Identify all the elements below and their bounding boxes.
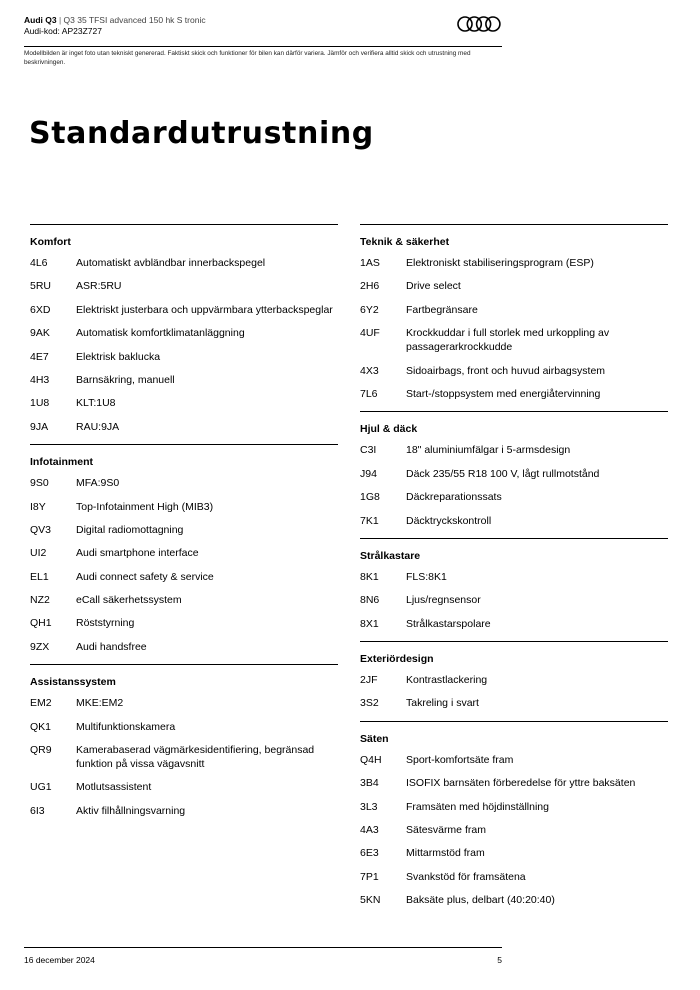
equipment-code: QR9 bbox=[30, 744, 52, 757]
equipment-code: EL1 bbox=[30, 570, 49, 583]
equipment-code: 8X1 bbox=[360, 617, 379, 630]
equipment-description: Däck 235/55 R18 100 V, lågt rullmotstånd bbox=[406, 467, 600, 480]
equipment-description: KLT:1U8 bbox=[76, 397, 116, 410]
equipment-description: Barnsäkring, manuell bbox=[76, 373, 175, 386]
equipment-code: 7K1 bbox=[360, 514, 379, 527]
equipment-description: Automatisk komfortklimatanläggning bbox=[76, 327, 245, 340]
section-komfort bbox=[30, 224, 338, 444]
equipment-item bbox=[30, 780, 338, 794]
equipment-item bbox=[360, 514, 668, 528]
equipment-description: Kontrastlackering bbox=[406, 674, 488, 687]
equipment-item bbox=[30, 420, 338, 434]
equipment-description: Kamerabaserad vägmärkesidentifiering, begränsad funktion på vissa vägavsnitt bbox=[76, 744, 315, 771]
section-title: Exteriördesign bbox=[360, 653, 434, 666]
equipment-item bbox=[360, 846, 668, 860]
equipment-code: 4E7 bbox=[30, 350, 49, 363]
equipment-item bbox=[30, 523, 338, 537]
header-divider bbox=[24, 46, 502, 47]
equipment-item bbox=[30, 593, 338, 607]
equipment-item bbox=[360, 467, 668, 481]
disclaimer-text: Modellbilden är inget foto utan tekniskt genererad. Faktiskt skick och funktioner för bilen kan därför variera. Jämför och verifiera alltid skick och utrustning med beskrivningen. bbox=[24, 50, 471, 66]
equipment-item bbox=[360, 326, 668, 354]
equipment-description: ISOFIX barnsäten förberedelse för yttre baksäten bbox=[406, 777, 636, 790]
equipment-item bbox=[360, 893, 668, 907]
equipment-code: 9S0 bbox=[30, 477, 49, 490]
equipment-description: Drive select bbox=[406, 280, 461, 293]
equipment-code: 3L3 bbox=[360, 800, 378, 813]
equipment-item bbox=[360, 753, 668, 767]
equipment-description: Audi handsfree bbox=[76, 640, 147, 653]
equipment-item bbox=[30, 373, 338, 387]
equipment-item bbox=[360, 490, 668, 504]
equipment-item bbox=[30, 279, 338, 293]
equipment-item bbox=[360, 617, 668, 631]
equipment-code: QV3 bbox=[30, 523, 52, 536]
equipment-description: MKE:EM2 bbox=[76, 697, 124, 710]
footer-date: 16 december 2024 bbox=[24, 955, 95, 965]
equipment-item bbox=[360, 570, 668, 584]
section-exteriordesign bbox=[360, 641, 668, 721]
section-teknik-and-sakerhet bbox=[360, 224, 668, 411]
equipment-item bbox=[30, 640, 338, 654]
equipment-item bbox=[30, 720, 338, 734]
equipment-code: UG1 bbox=[30, 781, 52, 794]
equipment-item bbox=[360, 823, 668, 837]
equipment-description: Elektriskt justerbara och uppvärmbara ytterbackspeglar bbox=[76, 303, 333, 316]
section-title: Komfort bbox=[30, 236, 71, 248]
equipment-code: 5KN bbox=[360, 894, 381, 907]
equipment-code: 9JA bbox=[30, 420, 49, 433]
equipment-description: Sidoairbags, front och huvud airbagsystem bbox=[406, 364, 606, 377]
equipment-item bbox=[30, 743, 338, 771]
equipment-code: UI2 bbox=[30, 547, 47, 560]
equipment-description: Sport-komfortsäte fram bbox=[406, 753, 514, 766]
equipment-description: Start-/stoppsystem med energiåtervinning bbox=[406, 387, 601, 400]
equipment-code: 6E3 bbox=[360, 847, 379, 860]
section-hjul-and-dack bbox=[360, 411, 668, 538]
equipment-item bbox=[30, 396, 338, 410]
equipment-description: Audi connect safety & service bbox=[76, 570, 214, 583]
equipment-description: Krockkuddar i full storlek med urkoppling av passagerarkrockkudde bbox=[406, 327, 610, 354]
equipment-item bbox=[30, 303, 338, 317]
equipment-code: 9ZX bbox=[30, 640, 50, 653]
equipment-description: Audi smartphone interface bbox=[76, 547, 199, 560]
section-stralkastare bbox=[360, 538, 668, 641]
section-infotainment bbox=[30, 444, 338, 664]
equipment-code: 3B4 bbox=[360, 777, 379, 790]
equipment-description: Däcktryckskontroll bbox=[406, 514, 492, 527]
equipment-item bbox=[30, 696, 338, 710]
equipment-description: Top-Infotainment High (MIB3) bbox=[76, 500, 214, 513]
equipment-item bbox=[360, 776, 668, 790]
equipment-code: 4A3 bbox=[360, 824, 379, 837]
equipment-item bbox=[30, 500, 338, 514]
equipment-code: 6XD bbox=[30, 303, 51, 316]
equipment-code: 2H6 bbox=[360, 280, 380, 293]
equipment-description: Mittarmstöd fram bbox=[406, 847, 485, 860]
equipment-code: 1AS bbox=[360, 257, 380, 269]
equipment-code: QK1 bbox=[30, 720, 52, 733]
equipment-code: EM2 bbox=[30, 697, 52, 710]
equipment-code: 1U8 bbox=[30, 397, 50, 410]
section-title: Säten bbox=[360, 732, 389, 745]
equipment-description: Automatiskt avbländbar innerbackspegel bbox=[76, 257, 266, 269]
equipment-code: 7L6 bbox=[360, 387, 378, 400]
footer-divider bbox=[24, 947, 502, 948]
section-title: Strålkastare bbox=[360, 549, 421, 562]
section-assistanssystem bbox=[30, 664, 338, 828]
equipment-item bbox=[30, 546, 338, 560]
section-saten bbox=[360, 721, 668, 918]
equipment-description: Fartbegränsare bbox=[406, 303, 478, 316]
equipment-description: Strålkastarspolare bbox=[406, 617, 491, 630]
equipment-code: I8Y bbox=[30, 500, 46, 513]
equipment-description: Framsäten med höjdinställning bbox=[406, 800, 549, 813]
equipment-description: FLS:8K1 bbox=[406, 570, 447, 583]
equipment-code: 3S2 bbox=[360, 697, 379, 710]
equipment-item bbox=[30, 476, 338, 490]
equipment-code: 4UF bbox=[360, 327, 380, 340]
equipment-item bbox=[30, 350, 338, 364]
equipment-description: Elektrisk baklucka bbox=[76, 350, 161, 363]
page-title: Standardutrustning bbox=[29, 116, 374, 151]
model-line bbox=[24, 15, 502, 26]
equipment-code: C3I bbox=[360, 444, 377, 457]
section-title: Teknik & säkerhet bbox=[360, 236, 450, 248]
equipment-item bbox=[360, 256, 668, 270]
equipment-item bbox=[30, 256, 338, 270]
equipment-code: 9AK bbox=[30, 327, 50, 340]
equipment-item bbox=[30, 326, 338, 340]
equipment-description: Svankstöd för framsätena bbox=[406, 870, 526, 883]
equipment-description: ASR:5RU bbox=[76, 280, 122, 293]
equipment-item bbox=[360, 279, 668, 293]
right-column bbox=[360, 224, 668, 918]
equipment-item bbox=[30, 804, 338, 818]
equipment-code: 2JF bbox=[360, 674, 378, 687]
equipment-description: Digital radiomottagning bbox=[76, 523, 184, 536]
left-column bbox=[30, 224, 338, 828]
equipment-item bbox=[360, 673, 668, 687]
equipment-code: J94 bbox=[360, 467, 377, 480]
equipment-description: Takreling i svart bbox=[406, 697, 479, 710]
section-title: Hjul & däck bbox=[360, 423, 418, 436]
model-name: Q3 35 TFSI advanced 150 hk S tronic bbox=[63, 15, 206, 25]
equipment-description: Motlutsassistent bbox=[76, 781, 152, 794]
equipment-item bbox=[360, 303, 668, 317]
equipment-description: MFA:9S0 bbox=[76, 477, 120, 490]
equipment-item bbox=[360, 870, 668, 884]
equipment-description: Multifunktionskamera bbox=[76, 720, 176, 733]
equipment-item bbox=[360, 696, 668, 710]
equipment-item bbox=[360, 443, 668, 457]
brand-name: Audi Q3 bbox=[24, 15, 57, 25]
page-header bbox=[24, 15, 502, 37]
equipment-item bbox=[360, 387, 668, 401]
equipment-code: 8K1 bbox=[360, 570, 379, 583]
equipment-code: Q4H bbox=[360, 753, 382, 766]
header-separator: | bbox=[56, 15, 64, 25]
equipment-description: Däckreparationssats bbox=[406, 491, 502, 504]
equipment-code: 4L6 bbox=[30, 257, 48, 269]
equipment-code: 7P1 bbox=[360, 870, 379, 883]
equipment-description: Röststyrning bbox=[76, 617, 135, 630]
equipment-item bbox=[360, 800, 668, 814]
section-title: Assistanssystem bbox=[30, 676, 116, 689]
equipment-description: eCall säkerhetssystem bbox=[76, 594, 182, 607]
audi-code: Audi-kod: AP23Z727 bbox=[24, 26, 102, 36]
equipment-code: 1G8 bbox=[360, 491, 380, 504]
equipment-description: Sätesvärme fram bbox=[406, 824, 486, 837]
equipment-code: NZ2 bbox=[30, 594, 50, 607]
equipment-code: QH1 bbox=[30, 617, 52, 630]
equipment-description: Ljus/regnsensor bbox=[406, 594, 481, 607]
equipment-description: Elektroniskt stabiliseringsprogram (ESP) bbox=[406, 257, 594, 269]
equipment-code: 5RU bbox=[30, 280, 52, 293]
equipment-code: 4H3 bbox=[30, 373, 50, 386]
equipment-item bbox=[30, 570, 338, 584]
equipment-item bbox=[360, 593, 668, 607]
equipment-description: RAU:9JA bbox=[76, 420, 120, 433]
equipment-description: 18" aluminiumfälgar i 5-armsdesign bbox=[406, 444, 571, 457]
equipment-description: Baksäte plus, delbart (40:20:40) bbox=[406, 894, 555, 907]
section-title: Infotainment bbox=[30, 456, 93, 469]
equipment-code: 6Y2 bbox=[360, 303, 379, 316]
equipment-code: 6I3 bbox=[30, 804, 45, 817]
audi-rings-logo-icon bbox=[456, 15, 502, 33]
equipment-item bbox=[30, 616, 338, 630]
equipment-code: 8N6 bbox=[360, 594, 380, 607]
equipment-description: Aktiv filhållningsvarning bbox=[76, 804, 186, 817]
equipment-code: 4X3 bbox=[360, 364, 379, 377]
equipment-item bbox=[360, 364, 668, 378]
page-number: 5 bbox=[497, 955, 502, 965]
